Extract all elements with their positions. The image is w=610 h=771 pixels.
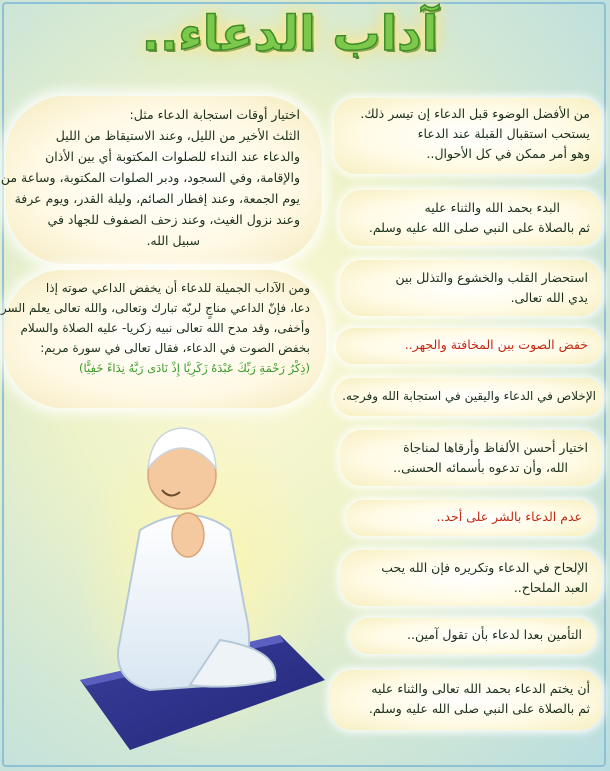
tip-bubble-lower-voice (336, 328, 602, 364)
text-line: والإقامة، وفي السجود، ودبر الصلوات المكتوبة، وساعة من (0, 170, 300, 185)
text-line: الإخلاص في الدعاء واليقين في استجابة الله وفرجه. (342, 389, 596, 403)
text-line: خفض الصوت بين المخافتة والجهر.. (404, 337, 588, 352)
tip-bubble-ablution (334, 98, 602, 174)
text-line: الإلحاح في الدعاء وتكريره فإن الله يحب (381, 560, 588, 575)
text-line: استحضار القلب والخشوع والتذلل بين (395, 270, 588, 285)
text-line: اختيار أوقات استجابة الدعاء مثل: (129, 107, 300, 122)
text-line: العبد الملحاح.. (513, 580, 588, 595)
text-line: ومن الآداب الجميلة للدعاء أن يخفض الداعي صوته إذا (45, 281, 310, 295)
text-line: ثم بالصلاة على النبي صلى الله عليه وسلم. (368, 701, 590, 716)
text-line: وأخفى، وقد مدح الله تعالى نبيه زكريا- عليه الصلاة والسلام (20, 321, 310, 335)
tip-bubble-persistence (340, 550, 602, 606)
text-line: والدعاء عند النداء للصلوات المكتوبة أي بين الأذان (45, 149, 300, 164)
tip-bubble-best-words (340, 430, 602, 486)
tip-bubble-praise-end (330, 670, 602, 730)
text-line: يوم الجمعة، وعند إفطار الصائم، وليلة القدر، ويوم عرفة (14, 191, 300, 206)
quran-verse: (ذِكْرُ رَحْمَةِ رَبِّكَ عَبْدَهُ زَكَرِيَّا إِذْ نَادَى رَبَّهُ نِدَاءً خَفِيًّا) (78, 361, 310, 375)
text-line: عدم الدعاء بالشر على أحد.. (436, 509, 582, 524)
text-line: من الأفضل الوضوء قبل الدعاء إن تيسر ذلك. (360, 106, 590, 121)
text-line: أن يختم الدعاء بحمد الله تعالى والثناء عليه (371, 681, 590, 696)
text-line: يستحب استقبال القبلة عند الدعاء (417, 126, 590, 141)
prayer-times-bubble (0, 96, 322, 264)
page-title: آداب الدعاء.. (141, 6, 439, 62)
tip-bubble-humility (340, 260, 602, 316)
text-line: التأمين بعدا لدعاء بأن تقول آمين.. (407, 627, 582, 642)
tip-bubble-praise-start (340, 190, 602, 246)
text-line: بخفض الصوت في الدعاء، فقال تعالى في سورة مريم: (40, 341, 310, 355)
text-line: اختيار أحسن الألفاظ وأرقاها لمناجاة (403, 440, 588, 455)
tip-bubble-ameen (350, 618, 596, 654)
text-line: دعا، فإنّ الداعي مناجٍ لربّه تبارك وتعالى، والله تعالى يعلم السر (0, 301, 310, 315)
tip-bubble-sincerity (334, 378, 604, 416)
text-line: الثلث الأخير من الليل، وعند الاستيقاظ من الليل (55, 128, 300, 143)
tip-bubble-no-evil (346, 500, 596, 536)
text-line: الله، وأن تدعوه بأسمائه الحسنى.. (393, 460, 568, 475)
praying-child-illustration (70, 380, 330, 760)
text-line: وهو أمر ممكن في كل الأحوال.. (426, 146, 590, 161)
text-line: سبيل الله. (146, 233, 200, 248)
text-line: وعند نزول الغيث، وعند زحف الصفوف للجهاد في (47, 212, 300, 227)
text-line: ثم بالصلاة على النبي صلى الله عليه وسلم. (368, 220, 590, 235)
text-line: يدي الله تعالى. (510, 290, 588, 305)
text-line: البدء بحمد الله والثناء عليه (424, 200, 560, 215)
